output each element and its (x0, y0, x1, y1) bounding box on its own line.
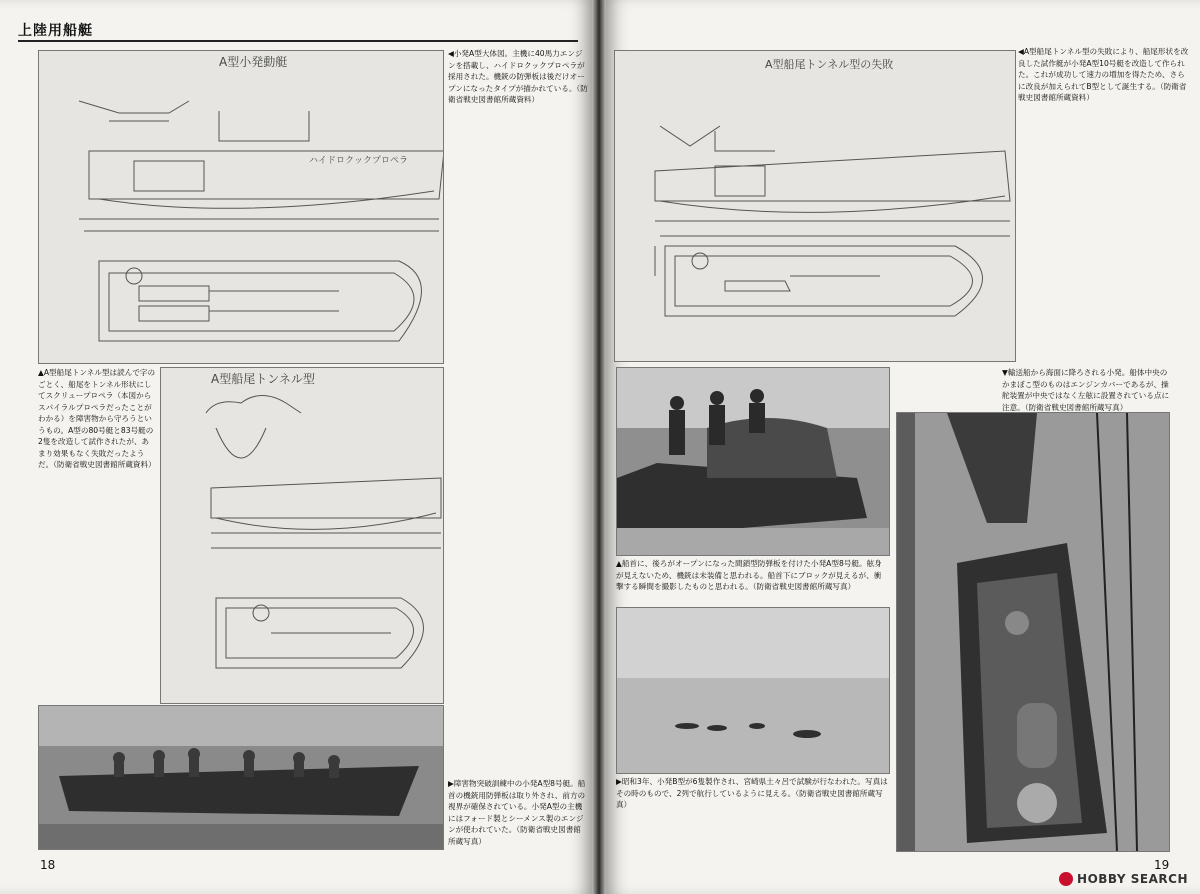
hobby-search-logo (1059, 872, 1188, 886)
a-type-outline-caption (448, 48, 588, 106)
trial-boat-drawing (614, 50, 1016, 362)
trial-boat-drawing-svg (615, 51, 1015, 361)
lowered-boat-caption-text: ▼輸送船から海面に降ろされる小発。船体中央のかまぼこ型のものはエンジンカバーであるが、操舵装置が中央ではなく左舷に設置されている点に注意。（防衛省戦史図書館所蔵写真） (1002, 368, 1170, 412)
open-shield-photo-svg (617, 368, 889, 555)
lowered-boat-photo-svg (897, 413, 1169, 851)
right-page (606, 0, 1200, 894)
section-title: 上陸用船艇 (18, 23, 93, 39)
title-rule (18, 40, 578, 42)
svg-text:ハイドロクックプロペラ: ハイドロクックプロペラ (309, 156, 409, 166)
obstacle-training-photo (38, 705, 444, 850)
left-page (0, 0, 592, 894)
logo-text: HOBBY SEARCH (1077, 872, 1188, 886)
open-shield-caption-text: ▲船首に、後ろがオープンになった間鎖型防弾板を付けた小発A型8号艇。舷身が見えないため、機銃は未装備と思われる。船首下にブロックが見えるが、衝撃する瞬間を撮影したものと思われる。（防衛省戦史図書館所蔵写真） (616, 559, 882, 591)
b-type-trial-photo (616, 607, 890, 774)
b-type-trial-caption (616, 776, 888, 811)
b-type-trial-photo-svg (617, 608, 889, 773)
b-type-trial-caption-text: ▶昭和3年、小発B型が6隻製作され、宮崎県土々呂で試験が行なわれた。写真はその時のもので、2列で航行しているように見える。（防衛省戦史図書館所蔵写真） (616, 777, 888, 809)
tunnel-type-drawing-svg (161, 368, 443, 703)
tunnel-type-caption-text: ▲A型船尾トンネル型は読んで字のごとく、船尾をトンネル形状にしてスクリュープロペラ（本図からスパイラルプロペラだったことがわかる）を障害物から守ろうというもの。A型の80号艇と83号艇の2隻を改造して試作されたが、あまり効果もなく失敗だったようだ。（防衛省戦史図書館所蔵資料） (38, 368, 156, 469)
a-type-drawing-svg (39, 51, 443, 363)
a-type-outline-caption-text: ◀小発A型大体図。主機に40馬力エンジンを搭載し、ハイドロクックプロペラが採用された。機銃の防弾板は後だけオープンになったタイプが描かれている。（防衛省戦史図書館所蔵資料） (448, 49, 588, 104)
tunnel-failure-caption-text: ◀A型船尾トンネル型の失敗により、船尾形状を改良した試作艇が小発A型10号艇を改造して作られた。これが成功して速力の増加を得たため、さらに改良が加えられてB型として誕生する。（防衛省戦史図書館所蔵資料） (1018, 47, 1189, 102)
obstacle-training-caption-text: ▶障害物突破訓練中の小発A型8号艇。船首の機銃用防弾板は取り外され、前方の視界が確保されている。小発A型の主機にはフォード製とシーメンス製のエンジンが使われていた。（防衛省戦史図書館所蔵写真） (448, 779, 586, 846)
open-shield-photo (616, 367, 890, 556)
a-type-drawing (38, 50, 444, 364)
lowered-boat-photo (896, 412, 1170, 852)
tunnel-type-caption (38, 367, 156, 471)
book-gutter (592, 0, 606, 894)
obstacle-training-caption (448, 778, 588, 847)
tunnel-failure-caption (1018, 46, 1192, 104)
tunnel-type-drawing (160, 367, 444, 704)
trial-boat-drawing-title: A型船尾トンネル型の失敗 (765, 58, 894, 71)
left-page-number: 18 (40, 858, 56, 872)
lowered-boat-caption (1002, 367, 1170, 413)
logo-mark-icon (1059, 872, 1073, 886)
a-type-drawing-title: A型小発動艇 (219, 55, 288, 69)
open-shield-caption (616, 558, 888, 593)
right-page-number: 19 (1154, 858, 1170, 872)
tunnel-type-drawing-title: A型船尾トンネル型 (211, 372, 315, 386)
obstacle-training-photo-svg (39, 706, 443, 849)
